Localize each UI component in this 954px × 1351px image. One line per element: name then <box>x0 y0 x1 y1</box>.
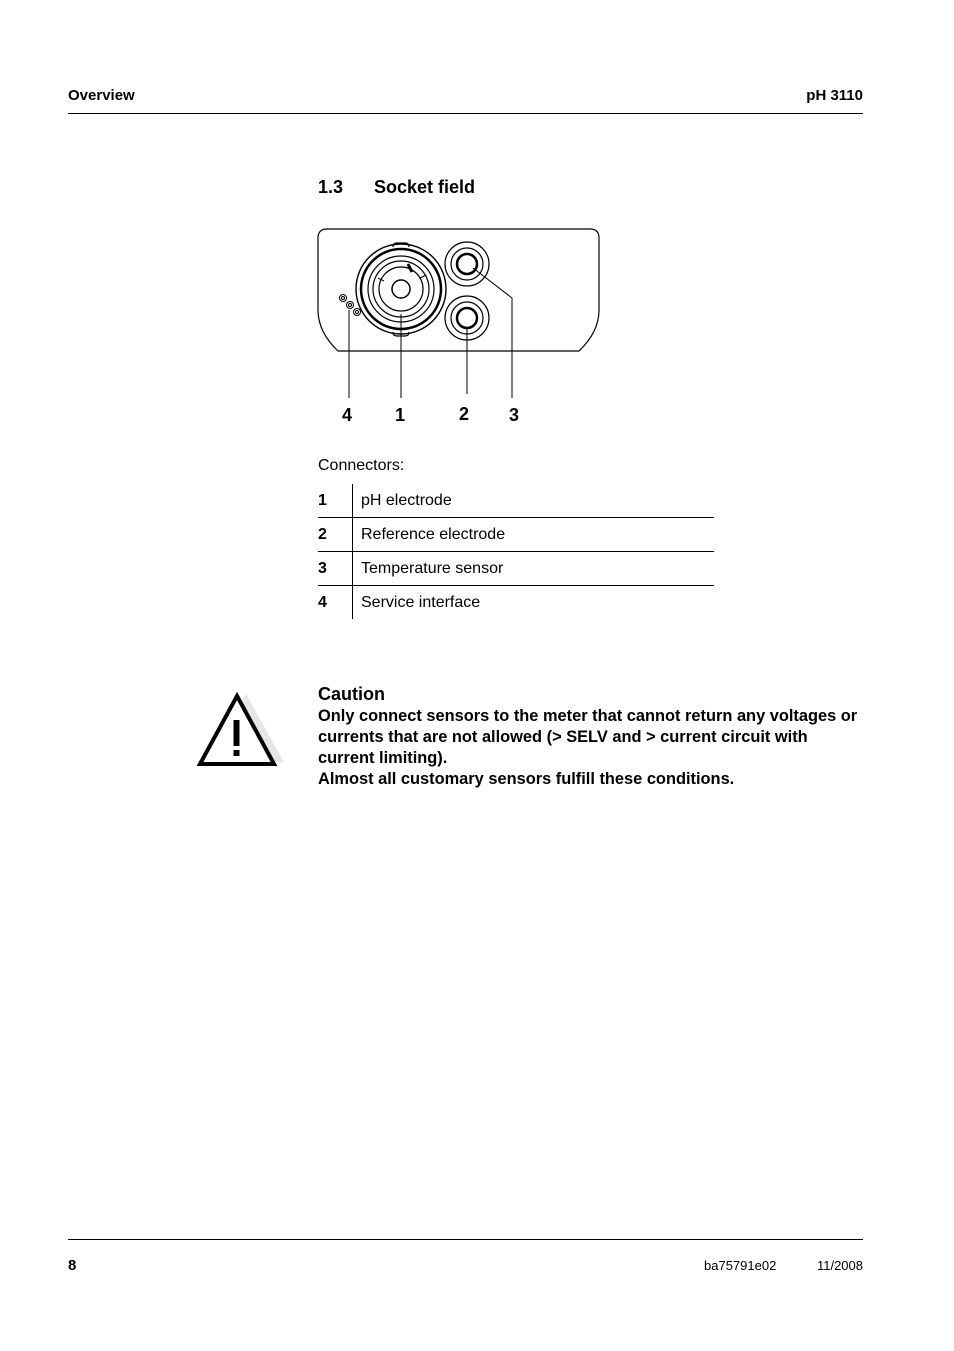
connector-number: 2 <box>318 518 353 552</box>
table-row <box>318 586 714 620</box>
running-header-left: Overview <box>68 87 135 104</box>
connector-description: Temperature sensor <box>353 552 715 586</box>
section-heading <box>318 177 475 198</box>
page-number: 8 <box>68 1257 77 1274</box>
document-id: ba75791e02 <box>704 1258 777 1273</box>
section-title: Socket field <box>374 177 476 197</box>
table-row <box>318 552 714 586</box>
connectors-label: Connectors: <box>318 457 405 474</box>
connector-description: Reference electrode <box>353 518 715 552</box>
caution-text <box>318 706 866 790</box>
callout-2: 2 <box>458 404 470 424</box>
table-row <box>318 518 714 552</box>
callout-3: 3 <box>508 405 520 425</box>
callout-4: 4 <box>341 405 353 425</box>
callout-1: 1 <box>394 405 406 425</box>
caution-line-1: Only connect sensors to the meter that cannot return any voltages or currents that are not allowed (> SELV and > current circuit with current limiting). <box>318 707 858 767</box>
connector-number: 1 <box>318 484 353 518</box>
section-number: 1.3 <box>318 177 344 197</box>
connector-number: 4 <box>318 586 353 620</box>
connector-description: pH electrode <box>361 491 452 509</box>
socket-field-diagram <box>316 226 616 431</box>
table-row <box>318 484 714 518</box>
temperature-sensor-socket <box>445 242 489 286</box>
connector-description: Service interface <box>353 586 715 620</box>
caution-line-2: Almost all customary sensors fulfill these conditions. <box>318 770 735 788</box>
caution-title: Caution <box>318 684 385 704</box>
footer-rule <box>68 1239 863 1240</box>
header-rule <box>68 113 863 114</box>
warning-triangle-icon <box>196 690 286 772</box>
document-date: 11/2008 <box>816 1258 863 1273</box>
connector-number: 3 <box>318 552 353 586</box>
running-header-right: pH 3110 <box>806 87 863 104</box>
connectors-table <box>318 484 714 619</box>
